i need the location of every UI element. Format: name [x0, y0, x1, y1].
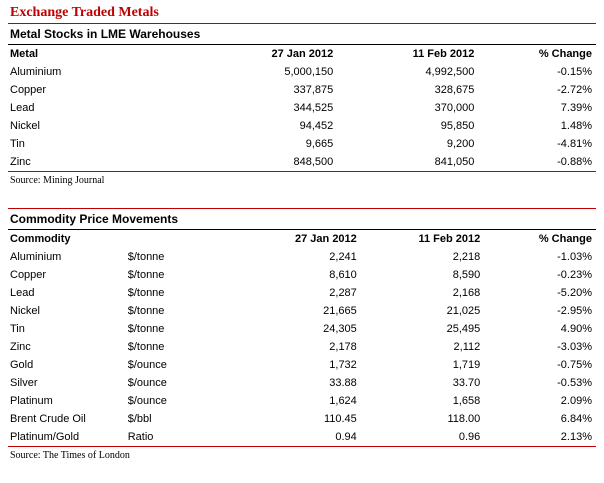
- section-metal-stocks: [8, 24, 596, 188]
- cell-value-date-2: 370,000: [434, 102, 475, 114]
- cell-metal-name: Tin: [10, 138, 25, 150]
- cell-value-date-1: 848,500: [293, 156, 334, 168]
- cell-value-date-2: 8,590: [452, 269, 481, 281]
- cell-commodity-name: Nickel: [10, 305, 40, 317]
- cell-value-date-1: 21,665: [323, 305, 357, 317]
- cell-value-date-1: 2,241: [329, 251, 357, 263]
- cell-unit: $/tonne: [127, 251, 165, 263]
- document-header: [8, 4, 596, 24]
- page-title: Exchange Traded Metals: [10, 5, 159, 20]
- cell-unit: $/tonne: [127, 323, 165, 335]
- cell-unit: $/tonne: [127, 305, 165, 317]
- table-header-row: [8, 45, 596, 63]
- section-title-metal-stocks: Metal Stocks in LME Warehouses: [10, 27, 201, 41]
- cell-unit: $/ounce: [127, 395, 167, 407]
- cell-change: 7.39%: [560, 102, 592, 114]
- source-commodity-prices: Source: The Times of London: [10, 450, 130, 461]
- section-title-commodity-prices: Commodity Price Movements: [10, 212, 179, 226]
- cell-metal-name: Zinc: [10, 156, 31, 168]
- cell-change: -2.72%: [557, 84, 592, 96]
- cell-commodity-name: Gold: [10, 359, 34, 371]
- cell-value-date-2: 118.00: [447, 413, 481, 425]
- cell-change: 2.09%: [560, 395, 592, 407]
- table-row: [8, 392, 596, 410]
- cell-value-date-1: 1,624: [329, 395, 357, 407]
- cell-value-date-2: 841,050: [434, 156, 475, 168]
- cell-change: -0.15%: [557, 66, 592, 78]
- table-row: [8, 284, 596, 302]
- cell-value-date-1: 8,610: [329, 269, 357, 281]
- cell-value-date-1: 5,000,150: [284, 66, 334, 78]
- table-header-row: [8, 230, 596, 248]
- cell-value-date-1: 110.45: [323, 413, 357, 425]
- column-header-metal: Metal: [10, 48, 39, 60]
- cell-commodity-name: Lead: [10, 287, 35, 299]
- cell-value-date-1: 2,178: [329, 341, 357, 353]
- cell-value-date-1: 33.88: [329, 377, 357, 389]
- cell-unit: $/tonne: [127, 287, 165, 299]
- column-header-date-2: 11 Feb 2012: [418, 233, 481, 245]
- section-commodity-prices: [8, 208, 596, 463]
- cell-change: 6.84%: [560, 413, 592, 425]
- cell-unit: Ratio: [127, 431, 154, 443]
- cell-change: -5.20%: [557, 287, 592, 299]
- cell-value-date-2: 1,658: [452, 395, 481, 407]
- cell-change: 1.48%: [560, 120, 592, 132]
- cell-metal-name: Lead: [10, 102, 35, 114]
- table-row: [8, 81, 596, 99]
- cell-value-date-2: 2,218: [452, 251, 481, 263]
- table-row: [8, 410, 596, 428]
- table-row: [8, 356, 596, 374]
- cell-change: -0.53%: [557, 377, 592, 389]
- cell-value-date-1: 9,665: [305, 138, 334, 150]
- column-header-date-1: 27 Jan 2012: [295, 233, 357, 245]
- cell-value-date-2: 33.70: [452, 377, 481, 389]
- cell-unit: $/bbl: [127, 413, 152, 425]
- cell-metal-name: Copper: [10, 84, 47, 96]
- cell-commodity-name: Silver: [10, 377, 38, 389]
- table-row: [8, 302, 596, 320]
- cell-value-date-1: 337,875: [293, 84, 334, 96]
- cell-value-date-2: 1,719: [452, 359, 481, 371]
- cell-commodity-name: Zinc: [10, 341, 31, 353]
- cell-value-date-2: 9,200: [446, 138, 475, 150]
- cell-unit: $/tonne: [127, 269, 165, 281]
- cell-value-date-1: 24,305: [323, 323, 357, 335]
- cell-commodity-name: Brent Crude Oil: [10, 413, 86, 425]
- cell-value-date-2: 2,112: [453, 341, 481, 353]
- cell-commodity-name: Copper: [10, 269, 47, 281]
- column-header-change: % Change: [538, 48, 592, 60]
- metal-stocks-table-wrap: [8, 45, 596, 171]
- table-row: [8, 374, 596, 392]
- cell-change: -1.03%: [557, 251, 592, 263]
- column-header-change: % Change: [538, 233, 592, 245]
- column-header-date-2: 11 Feb 2012: [412, 48, 475, 60]
- cell-value-date-1: 0.94: [335, 431, 357, 443]
- cell-change: -2.95%: [557, 305, 592, 317]
- cell-metal-name: Nickel: [10, 120, 40, 132]
- table-row: [8, 320, 596, 338]
- table-row: [8, 266, 596, 284]
- cell-value-date-2: 95,850: [440, 120, 475, 132]
- cell-change: -0.88%: [557, 156, 592, 168]
- cell-unit: $/ounce: [127, 359, 167, 371]
- column-header-date-1: 27 Jan 2012: [271, 48, 334, 60]
- source-metal-stocks: Source: Mining Journal: [10, 175, 105, 186]
- metal-stocks-table: [8, 45, 596, 171]
- cell-change: -0.23%: [557, 269, 592, 281]
- commodity-table-wrap: [8, 230, 596, 446]
- cell-value-date-2: 25,495: [446, 323, 481, 335]
- table-row: [8, 153, 596, 171]
- cell-commodity-name: Aluminium: [10, 251, 62, 263]
- cell-value-date-1: 1,732: [329, 359, 357, 371]
- table-row: [8, 428, 596, 446]
- cell-value-date-2: 0.96: [458, 431, 481, 443]
- cell-commodity-name: Tin: [10, 323, 25, 335]
- cell-value-date-2: 4,992,500: [425, 66, 475, 78]
- table-row: [8, 135, 596, 153]
- column-header-commodity: Commodity: [10, 233, 71, 245]
- table-row: [8, 63, 596, 81]
- cell-value-date-2: 2,168: [452, 287, 481, 299]
- table-row: [8, 338, 596, 356]
- cell-value-date-1: 2,287: [329, 287, 357, 299]
- cell-change: 2.13%: [560, 431, 592, 443]
- cell-commodity-name: Platinum: [10, 395, 53, 407]
- table-row: [8, 248, 596, 266]
- table-row: [8, 99, 596, 117]
- cell-metal-name: Aluminium: [10, 66, 62, 78]
- cell-change: 4.90%: [560, 323, 592, 335]
- cell-unit: $/tonne: [127, 341, 165, 353]
- cell-commodity-name: Platinum/Gold: [10, 431, 80, 443]
- cell-value-date-2: 328,675: [434, 84, 475, 96]
- cell-change: -0.75%: [557, 359, 592, 371]
- table-row: [8, 117, 596, 135]
- cell-unit: $/ounce: [127, 377, 167, 389]
- cell-change: -4.81%: [557, 138, 592, 150]
- cell-change: -3.03%: [557, 341, 592, 353]
- column-header-unit: [120, 230, 232, 248]
- section-spacer: [8, 188, 596, 208]
- cell-value-date-2: 21,025: [446, 305, 481, 317]
- cell-value-date-1: 94,452: [299, 120, 334, 132]
- cell-value-date-1: 344,525: [293, 102, 334, 114]
- commodity-prices-table: [8, 230, 596, 446]
